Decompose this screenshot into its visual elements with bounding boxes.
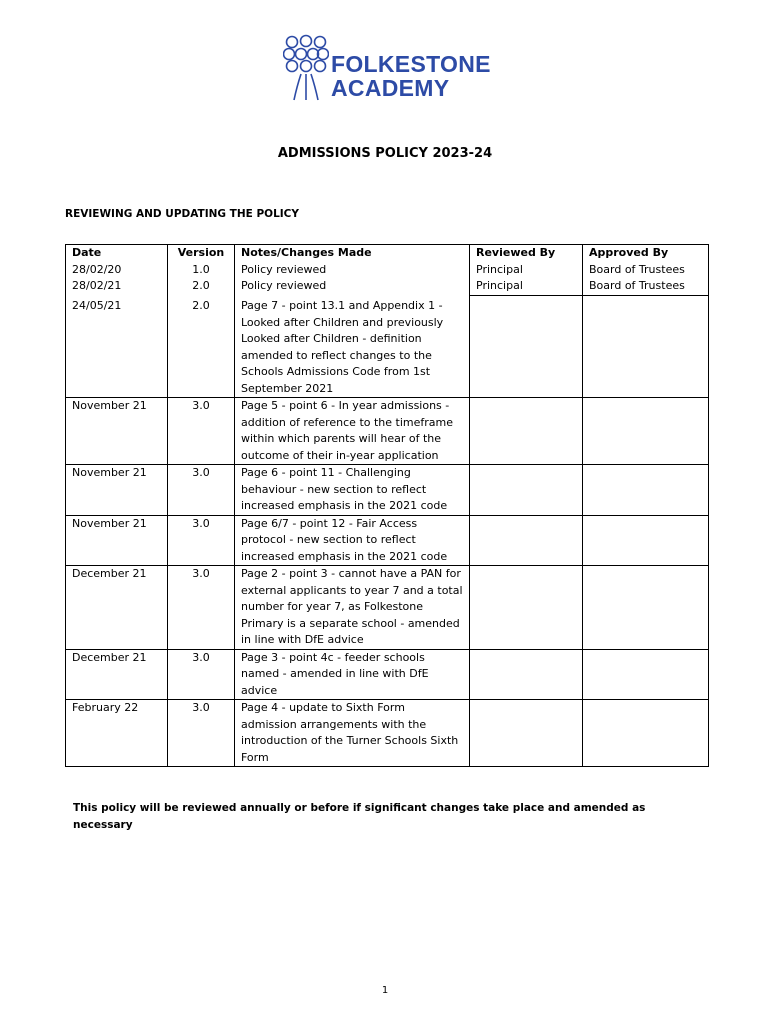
cell-notes: Page 4 - update to Sixth Form admission arrangements with the introduction of the Turner Schools Sixth Form	[235, 700, 470, 767]
cell-version: 3.0	[168, 515, 235, 566]
cell-reviewed-by	[470, 649, 583, 700]
table-row	[66, 465, 709, 516]
cell-approved-by	[583, 515, 709, 566]
cell-reviewed-by	[470, 398, 583, 465]
header-notes: Notes/Changes Made	[235, 245, 470, 262]
cell-version: 3.0	[168, 566, 235, 650]
cell-reviewed-by	[470, 295, 583, 398]
cell-notes: Page 3 - point 4c - feeder schools named - amended in line with DfE advice	[235, 649, 470, 700]
cell-notes: Page 2 - point 3 - cannot have a PAN for external applicants to year 7 and a total number for year 7, as Folkestone Primary is a separate school - amended in line with DfE advice	[235, 566, 470, 650]
cell-reviewed-by	[470, 515, 583, 566]
table-header-row	[66, 245, 709, 262]
academy-logo	[283, 34, 523, 104]
cell-version: 2.0	[168, 295, 235, 398]
table-row	[66, 700, 709, 767]
logo-line-2: ACADEMY	[331, 75, 450, 101]
cell-notes: Page 5 - point 6 - In year admissions - addition of reference to the timeframe within which parents will hear of the outcome of their in-year application	[235, 398, 470, 465]
review-note: This policy will be reviewed annually or before if significant changes take place and amended as necessary	[73, 802, 646, 831]
cell-notes: Page 7 - point 13.1 and Appendix 1 - Looked after Children and previously Looked after Children - definition amended to reflect changes to the Schools Admissions Code from 1st September 2021	[235, 295, 470, 398]
cell-date: November 21	[66, 515, 168, 566]
cell-approved-by	[583, 465, 709, 516]
cell-approved-by	[583, 566, 709, 650]
header-reviewed-by: Reviewed By	[470, 245, 583, 262]
logo-wordmark	[331, 52, 491, 100]
page-number: 1	[381, 985, 389, 996]
cell-version: 2.0	[168, 278, 235, 295]
cell-notes: Page 6/7 - point 12 - Fair Access protocol - new section to reflect increased emphasis in the 2021 code	[235, 515, 470, 566]
cell-date: December 21	[66, 566, 168, 650]
cell-date: December 21	[66, 649, 168, 700]
cell-date: 28/02/21	[66, 278, 168, 295]
approved-by-2: Board of Trustees	[589, 279, 685, 292]
table-row	[66, 649, 709, 700]
cell-reviewed-by	[470, 262, 583, 296]
revision-history-table	[65, 244, 709, 767]
table-row	[66, 295, 709, 398]
cell-version: 3.0	[168, 700, 235, 767]
cell-version: 3.0	[168, 649, 235, 700]
cell-date: 28/02/20	[66, 262, 168, 279]
cell-date: 24/05/21	[66, 295, 168, 398]
logo-line-1: FOLKESTONE	[331, 51, 491, 77]
header-version: Version	[168, 245, 235, 262]
reviewed-by-1: Principal	[476, 262, 523, 276]
cell-version: 3.0	[168, 465, 235, 516]
section-heading: REVIEWING AND UPDATING THE POLICY	[65, 208, 299, 220]
cell-date: February 22	[66, 700, 168, 767]
cell-reviewed-by	[470, 566, 583, 650]
cell-notes: Policy reviewed	[235, 262, 470, 279]
cell-version: 1.0	[168, 262, 235, 279]
cell-date: November 21	[66, 465, 168, 516]
approved-by-1: Board of Trustees	[589, 262, 685, 276]
table-row	[66, 398, 709, 465]
tree-logo-icon	[283, 34, 329, 104]
cell-notes: Policy reviewed	[235, 278, 470, 295]
table-row	[66, 566, 709, 650]
cell-reviewed-by	[470, 700, 583, 767]
header-date: Date	[66, 245, 168, 262]
cell-date: November 21	[66, 398, 168, 465]
cell-notes: Page 6 - point 11 - Challenging behaviour - new section to reflect increased emphasis in the 2021 code	[235, 465, 470, 516]
cell-approved-by	[583, 295, 709, 398]
reviewed-by-2: Principal	[476, 279, 523, 292]
cell-version: 3.0	[168, 398, 235, 465]
table-row	[66, 515, 709, 566]
cell-approved-by	[583, 262, 709, 296]
cell-approved-by	[583, 700, 709, 767]
header-approved-by: Approved By	[583, 245, 709, 262]
table-row	[66, 262, 709, 279]
document-title: ADMISSIONS POLICY 2023-24	[277, 146, 493, 161]
cell-approved-by	[583, 649, 709, 700]
cell-reviewed-by	[470, 465, 583, 516]
cell-approved-by	[583, 398, 709, 465]
